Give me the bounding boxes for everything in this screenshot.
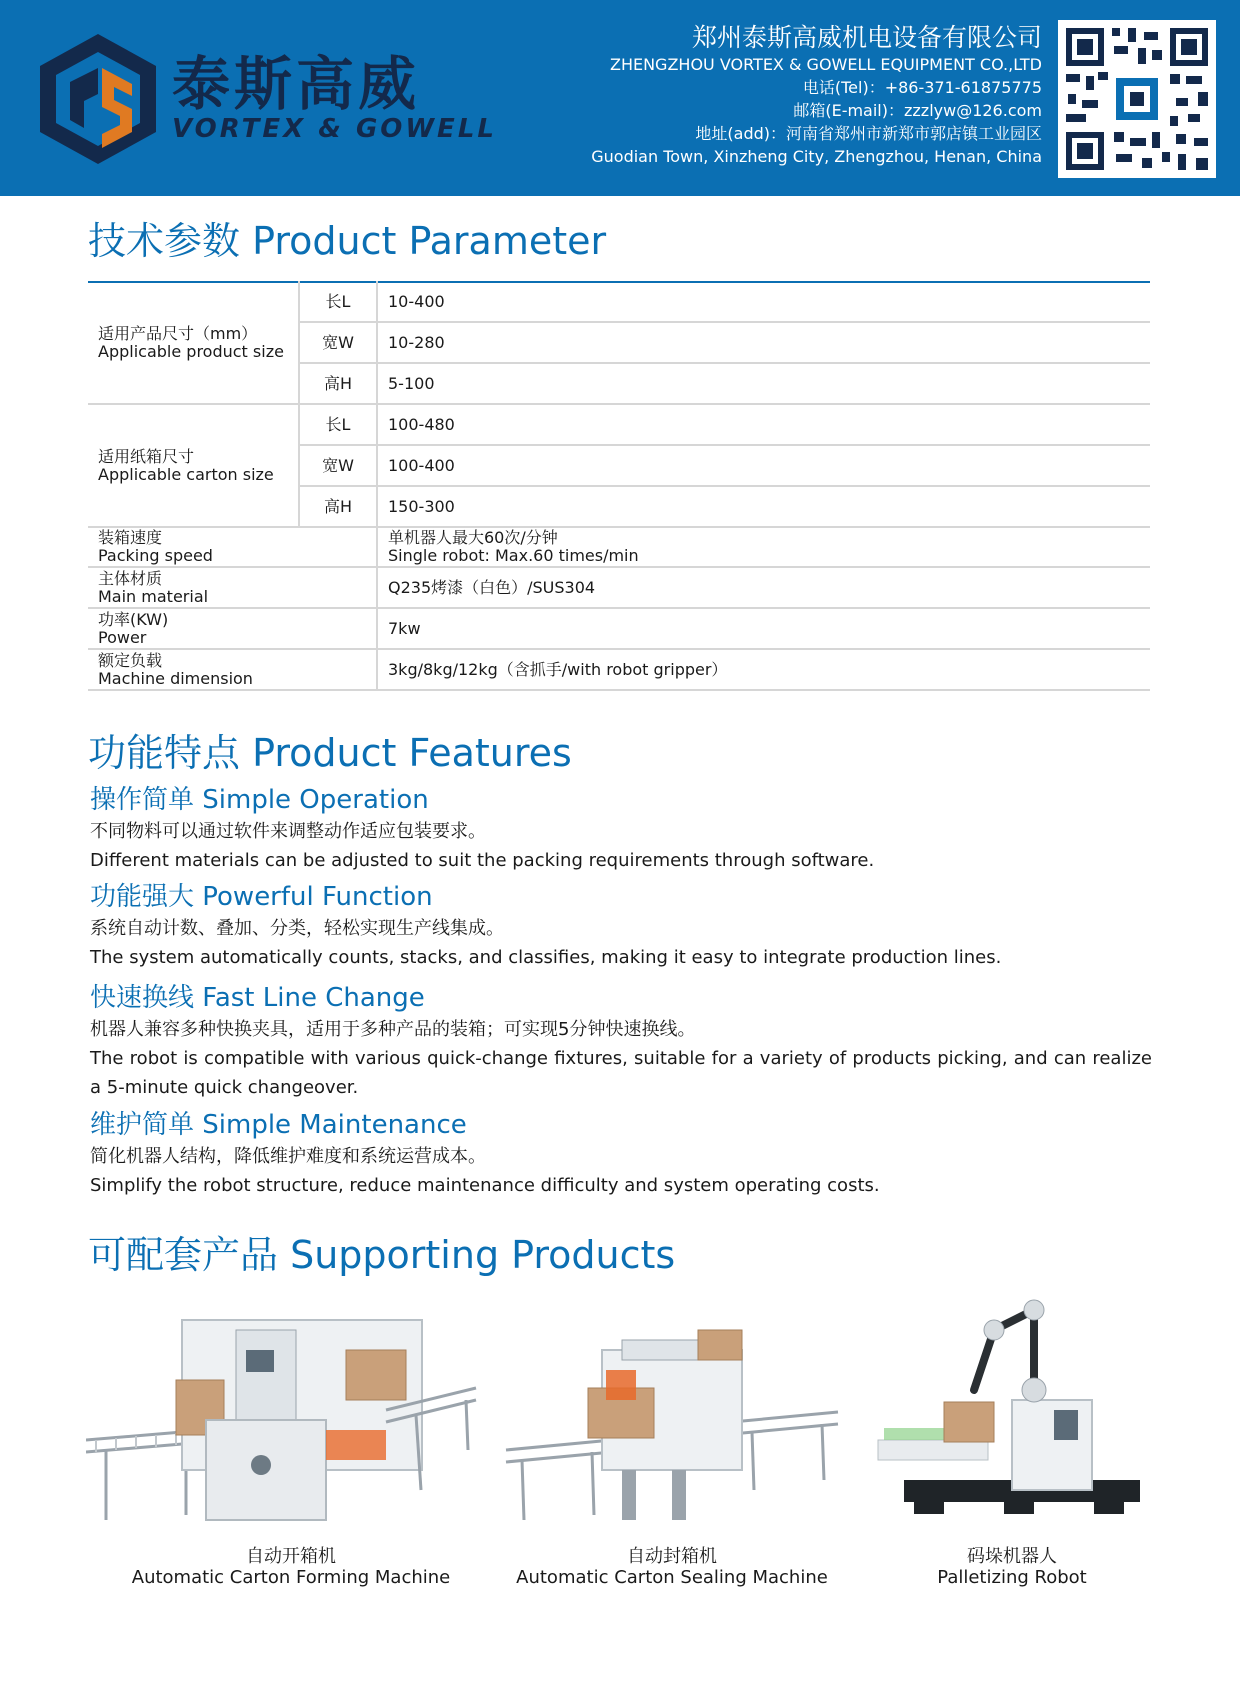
company-logo-icon — [28, 28, 168, 168]
parameter-section-title: 技术参数 Product Parameter — [88, 219, 607, 263]
dimension-value: 100-480 — [377, 404, 1150, 445]
product-size-label: 适用产品尺寸（mm） Applicable product size — [88, 282, 299, 404]
company-name-cn: 郑州泰斯高威机电设备有限公司 — [691, 23, 1042, 52]
telephone: 电话(Tel)：+86-371-61875775 — [802, 78, 1042, 97]
table-row — [88, 282, 1150, 322]
main-material-label: 主体材质 Main material — [88, 567, 377, 608]
power-label: 功率(KW) Power — [88, 608, 377, 649]
power-value: 7kw — [377, 608, 1150, 649]
address-en: Guodian Town, Xinzheng City, Zhengzhou, Henan, China — [591, 147, 1042, 166]
carton-sealing-machine-image — [502, 1290, 842, 1540]
dimension-label: 宽W — [299, 322, 377, 363]
rated-load-label: 额定负载 Machine dimension — [88, 649, 377, 690]
dimension-value: 150-300 — [377, 486, 1150, 527]
carton-forming-machine-image — [86, 1290, 496, 1540]
product-caption: 码垛机器人 Palletizing Robot — [937, 1546, 1087, 1588]
dimension-label: 长L — [299, 404, 377, 445]
features-section-title: 功能特点 Product Features — [88, 731, 572, 775]
dimension-label: 长L — [299, 282, 377, 322]
main-material-value: Q235烤漆（白色）/SUS304 — [377, 567, 1150, 608]
dimension-value: 5-100 — [377, 363, 1150, 404]
feature-title: 功能强大 Powerful Function — [90, 882, 433, 912]
dimension-label: 高H — [299, 486, 377, 527]
address-cn: 地址(add)：河南省郑州市新郑市郭店镇工业园区 — [695, 124, 1042, 143]
product-caption: 自动封箱机 Automatic Carton Sealing Machine — [516, 1546, 828, 1588]
palletizing-robot-image — [874, 1290, 1150, 1540]
contact-block — [591, 22, 1042, 168]
dimension-value: 10-400 — [377, 282, 1150, 322]
dimension-label: 宽W — [299, 445, 377, 486]
rated-load-value: 3kg/8kg/12kg（含抓手/with robot gripper） — [377, 649, 1150, 690]
feature-title: 操作简单 Simple Operation — [90, 785, 429, 815]
feature-title: 维护简单 Simple Maintenance — [90, 1110, 467, 1140]
dimension-value: 100-400 — [377, 445, 1150, 486]
supporting-section-title: 可配套产品 Supporting Products — [88, 1233, 676, 1277]
table-row — [88, 608, 1150, 649]
header-banner — [0, 0, 1240, 196]
email: 邮箱(E-mail)：zzzlyw@126.com — [793, 101, 1042, 120]
brand-name-cn: 泰斯高威 — [172, 50, 421, 118]
carton-size-label: 适用纸箱尺寸 Applicable carton size — [88, 404, 299, 527]
dimension-value: 10-280 — [377, 322, 1150, 363]
feature-description: 系统自动计数、叠加、分类，轻松实现生产线集成。 The system automatically counts, stacks, and classifies, making it easy to integrate production lines. — [90, 918, 1002, 968]
company-name-en: ZHENGZHOU VORTEX & GOWELL EQUIPMENT CO.,LTD — [609, 55, 1042, 74]
product-caption: 自动开箱机 Automatic Carton Forming Machine — [131, 1546, 451, 1588]
dimension-label: 高H — [299, 363, 377, 404]
table-row — [88, 649, 1150, 690]
feature-description: 简化机器人结构，降低维护难度和系统运营成本。 Simplify the robot structure, reduce maintenance difficulty and system operating costs. — [90, 1146, 880, 1196]
table-row — [88, 404, 1150, 445]
table-row — [88, 567, 1150, 608]
packing-speed-value: 单机器人最大60次/分钟 Single robot: Max.60 times/min — [377, 527, 1150, 567]
table-row — [88, 527, 1150, 567]
packing-speed-label: 装箱速度 Packing speed — [88, 527, 377, 567]
feature-description: 机器人兼容多种快换夹具，适用于多种产品的装箱；可实现5分钟快速换线。 The robot is compatible with various quick-change fixtures, suitable for a variety of products picking, and can realize a 5-minute quick changeover. — [90, 1019, 1152, 1098]
parameter-table — [88, 281, 1150, 691]
feature-description: 不同物料可以通过软件来调整动作适应包装要求。 Different materials can be adjusted to suit the packing requirements through software. — [90, 821, 875, 871]
qr-code-icon — [1058, 20, 1216, 178]
brand-name-en: VORTEX & GOWELL — [172, 114, 497, 144]
feature-title: 快速换线 Fast Line Change — [90, 983, 425, 1013]
